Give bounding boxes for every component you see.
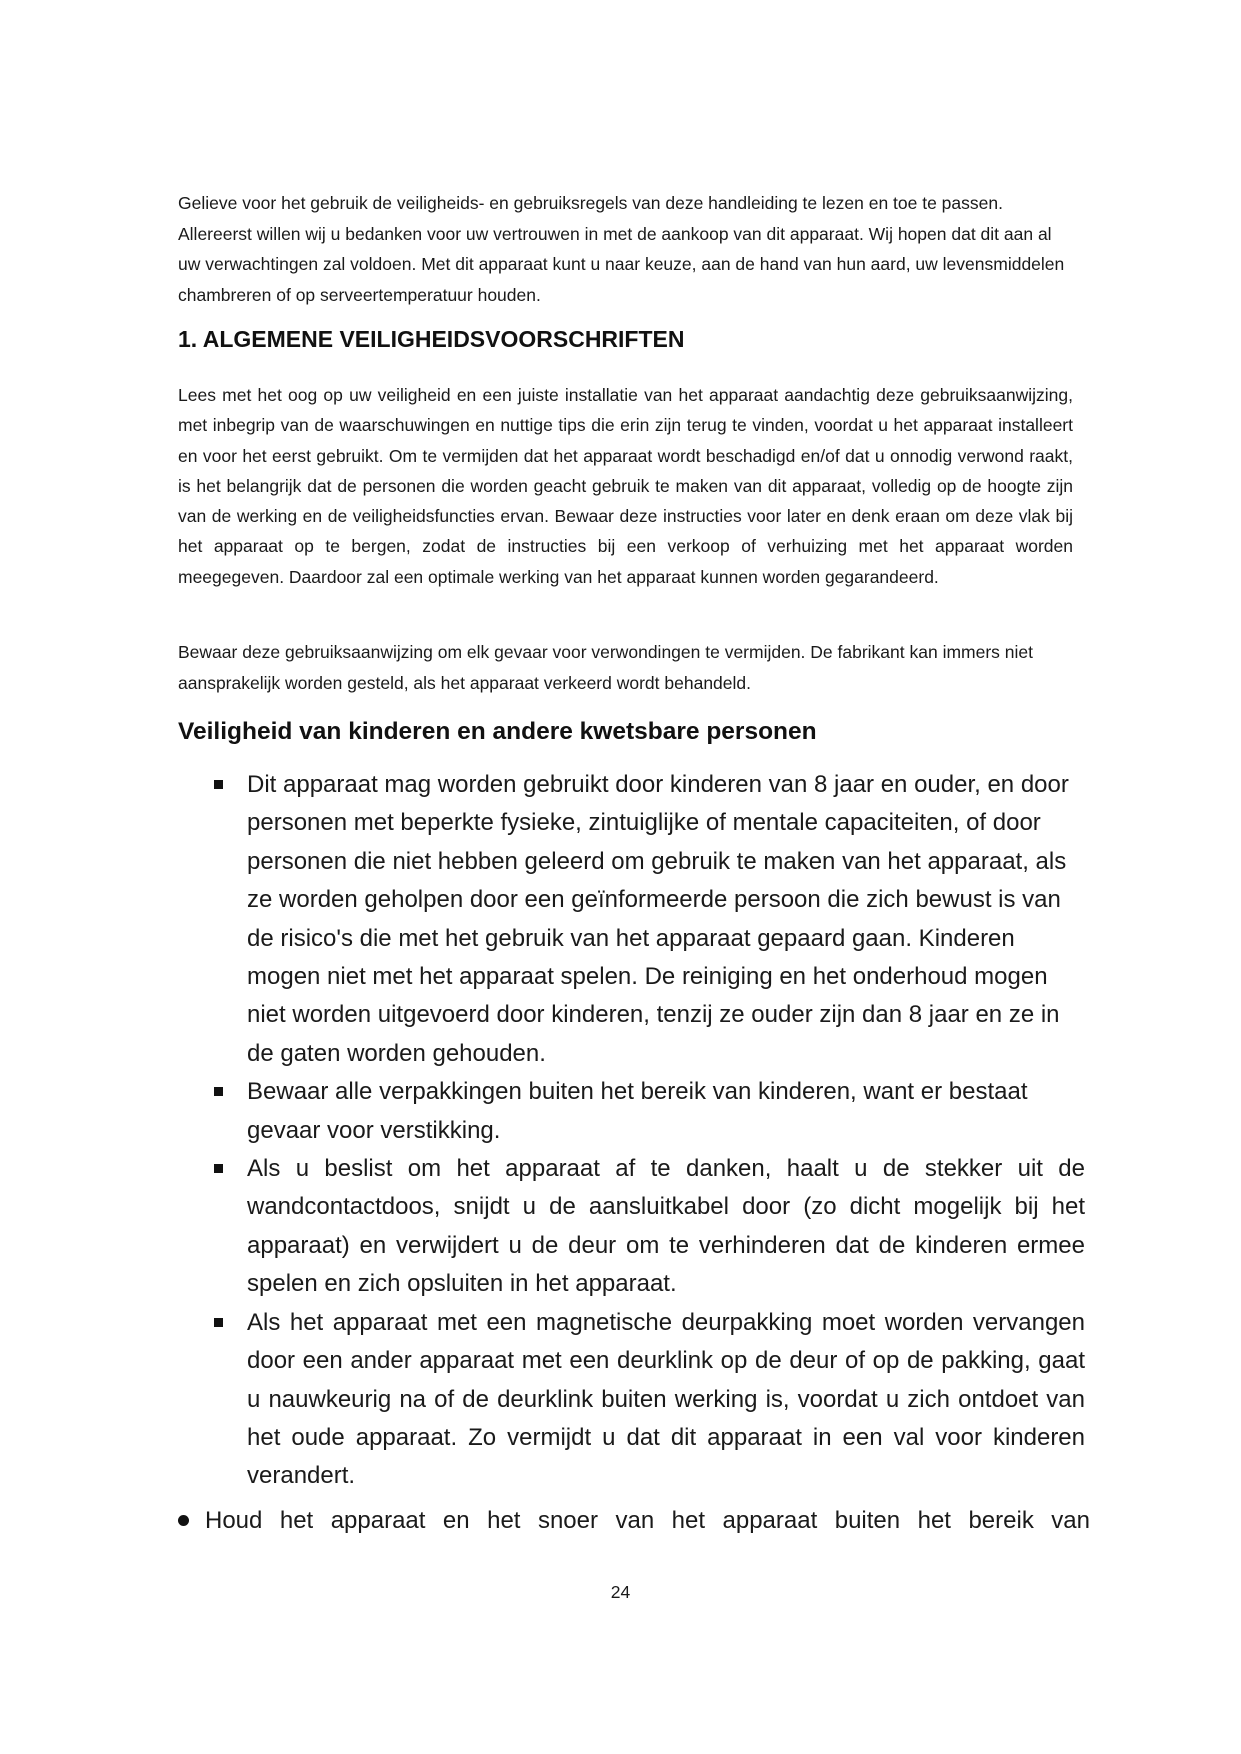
square-bullet-icon xyxy=(214,1087,223,1096)
list-item xyxy=(210,1150,1090,1304)
list-item xyxy=(210,766,1090,1073)
safety-bullet-list xyxy=(210,766,1090,1496)
safety-paragraph-1: Lees met het oog op uw veiligheid en een juiste installatie van het apparaat aandachtig deze gebruiksaanwijzing, met inbegrip van de waarschuwingen en nuttige tips die erin zijn terug te vinden, voordat u het apparaat installeert en voor het eerst gebruikt. Om te vermijden dat het apparaat wordt beschadigd en/of dat u onnodig verwond raakt, is het belangrijk dat de personen die worden geacht gebruik te maken van dit apparaat, volledig op de hoogte zijn van de werking en de veiligheidsfuncties ervan. Bewaar deze instructies voor later en denk eraan om deze vlak bij het apparaat op te bergen, zodat de instructies bij een verkoop of verhuizing met het apparaat worden meegegeven. Daardoor zal een optimale werking van het apparaat kunnen worden gegarandeerd. xyxy=(178,385,1073,587)
trailing-bullet xyxy=(178,1502,1090,1540)
square-bullet-icon xyxy=(214,780,223,789)
safety-paragraph-2: Bewaar deze gebruiksaanwijzing om elk gevaar voor verwondingen te vermijden. De fabrikant kan immers niet aansprakelijk worden gesteld, als het apparaat verkeerd wordt behandeld. xyxy=(178,642,1034,693)
list-item xyxy=(210,1073,1090,1150)
subsection-heading: Veiligheid van kinderen en andere kwetsbare personen xyxy=(178,718,817,745)
square-bullet-icon xyxy=(214,1164,223,1173)
list-item xyxy=(210,1304,1090,1496)
round-bullet-icon xyxy=(178,1515,189,1526)
square-bullet-icon xyxy=(214,1318,223,1327)
list-item-text: Als u beslist om het apparaat af te danken, haalt u de stekker uit de wandcontactdoos, snijdt u de aansluitkabel door (zo dicht mogelijk bij het apparaat) en verwijdert u de deur om te verhinderen dat de kinderen ermee spelen en zich opsluiten in het apparaat. xyxy=(247,1155,1085,1298)
section-heading: 1. ALGEMENE VEILIGHEIDSVOORSCHRIFTEN xyxy=(178,326,685,352)
list-item-text: Dit apparaat mag worden gebruikt door kinderen van 8 jaar en ouder, en door personen met beperkte fysieke, zintuiglijke of mentale capaciteiten, of door personen die niet hebben geleerd om gebruik te maken van het apparaat, als ze worden geholpen door een geïnformeerde persoon die zich bewust is van de risico's die met het gebruik van het apparaat gepaard gaan. Kinderen mogen niet met het apparaat spelen. De reiniging en het onderhoud mogen niet worden uitgevoerd door kinderen, tenzij ze ouder zijn dan 8 jaar en ze in de gaten worden gehouden. xyxy=(247,771,1069,1067)
list-item-text: Als het apparaat met een magnetische deurpakking moet worden vervangen door een ander apparaat met een deurklink op de deur of op de pakking, gaat u nauwkeurig na of de deurklink buiten werking is, voordat u zich ontdoet van het oude apparaat. Zo vermijdt u dat dit apparaat in een val voor kinderen verandert. xyxy=(247,1308,1085,1490)
trailing-bullet-text: Houd het apparaat en het snoer van het apparaat buiten het bereik van xyxy=(205,1507,1090,1534)
intro-paragraph: Gelieve voor het gebruik de veiligheids- en gebruiksregels van deze handleiding te lezen en toe te passen. Allereerst willen wij u bedanken voor uw vertrouwen in met de aankoop van dit apparaat. Wij hopen dat dit aan al uw verwachtingen zal voldoen. Met dit apparaat kunt u naar keuze, aan de hand van hun aard, uw levensmiddelen chambreren of op serveertemperatuur houden. xyxy=(178,193,1065,305)
page-number: 24 xyxy=(610,1582,631,1602)
list-item-text: Bewaar alle verpakkingen buiten het bereik van kinderen, want er bestaat gevaar voor verstikking. xyxy=(247,1078,1028,1144)
